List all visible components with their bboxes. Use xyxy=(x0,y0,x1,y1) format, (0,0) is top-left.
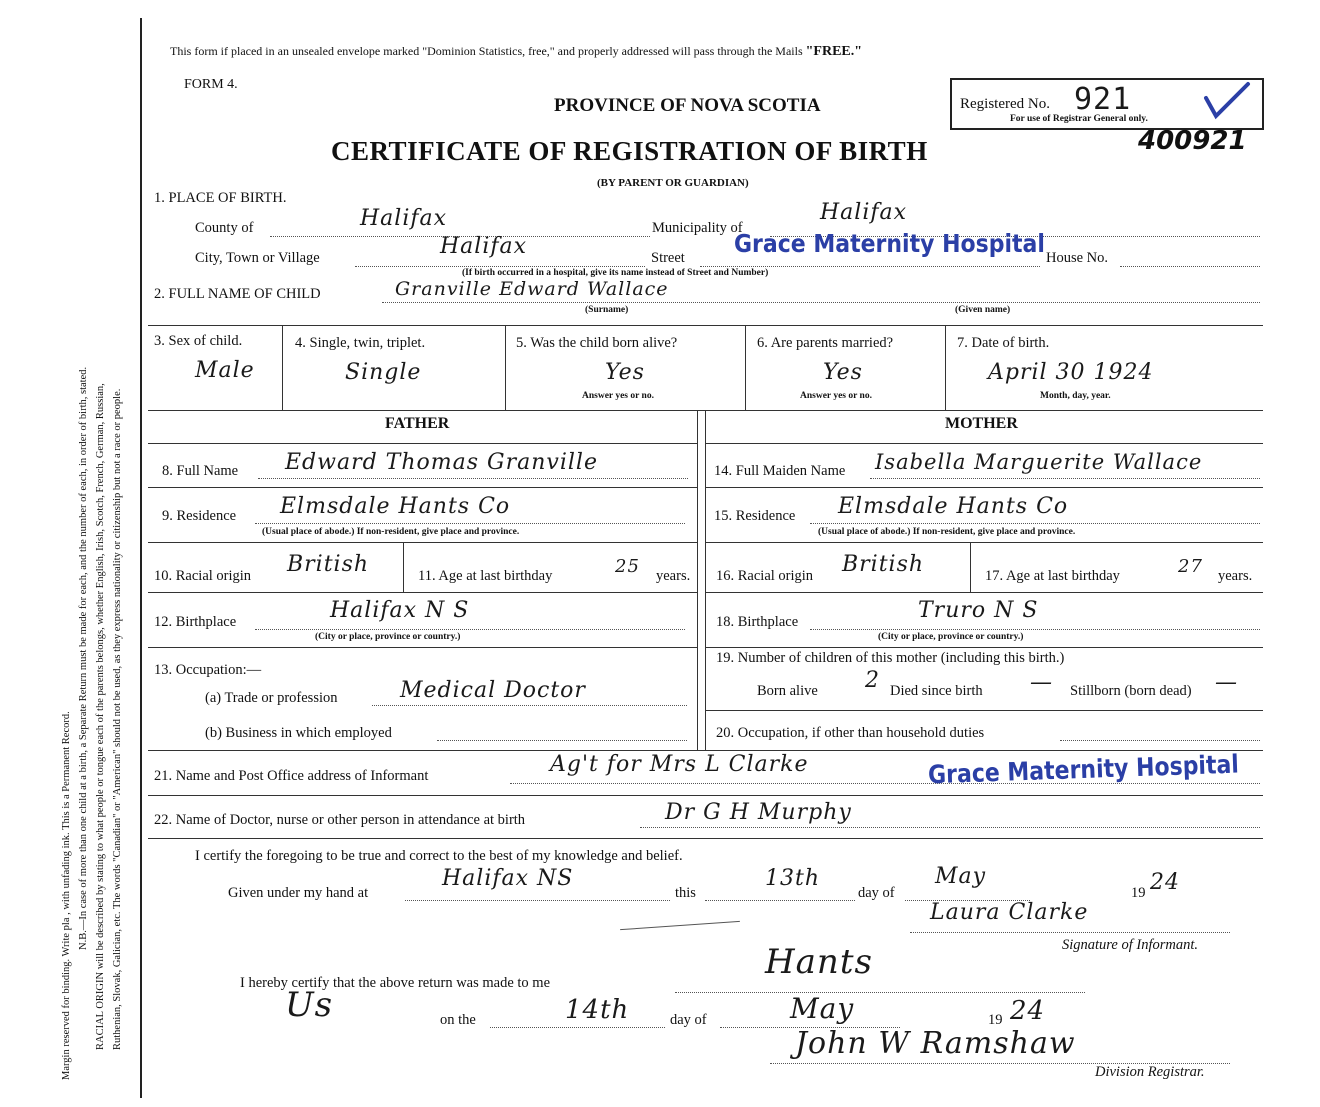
hospital-note: (If birth occurred in a hospital, give its name instead of Street and Number) xyxy=(462,268,769,278)
father-residence-note: (Usual place of abode.) If non-resident, give place and province. xyxy=(262,527,520,537)
mother-racial-value: British xyxy=(842,552,925,577)
registrar-signature: John W Ramshaw xyxy=(795,1026,1076,1061)
born-alive-count-label: Born alive xyxy=(757,683,818,699)
dob-label: 7. Date of birth. xyxy=(957,335,1050,351)
informant-signature-label: Signature of Informant. xyxy=(1062,937,1199,953)
registered-label: Registered No. xyxy=(960,96,1050,112)
mother-birthplace-label: 18. Birthplace xyxy=(716,614,799,630)
born-alive-value: Yes xyxy=(605,360,645,385)
check-mark-icon xyxy=(1202,80,1252,124)
street-label: Street xyxy=(651,250,685,266)
father-name-label: 8. Full Name xyxy=(162,463,239,479)
registrar-on-the: on the xyxy=(440,1012,476,1028)
business-label: (b) Business in which employed xyxy=(205,725,392,741)
sex-label: 3. Sex of child. xyxy=(154,333,243,349)
certify-month: May xyxy=(935,864,987,889)
province-heading: PROVINCE OF NOVA SCOTIA xyxy=(554,95,821,116)
mother-birthplace-note: (City or place, province or country.) xyxy=(878,632,1024,642)
died-label: Died since birth xyxy=(890,683,983,699)
margin-line-1: Margin reserved for binding. Write pla , with unfading ink. This is a Permanent Record. xyxy=(61,711,72,1080)
certify-line: I certify the foregoing to be true and correct to the best of my knowledge and belief. xyxy=(195,848,683,864)
row3-top-rule xyxy=(148,325,1263,326)
county-label: County of xyxy=(195,220,254,236)
mother-name-label: 14. Full Maiden Name xyxy=(714,463,846,479)
mother-heading: MOTHER xyxy=(945,415,1018,432)
married-note: Answer yes or no. xyxy=(800,391,872,401)
city-label: City, Town or Village xyxy=(195,250,320,266)
county-value: Halifax xyxy=(360,206,448,231)
certify-year: 24 xyxy=(1150,870,1180,895)
mother-racial-label: 16. Racial origin xyxy=(716,568,814,584)
child-name-value: Granville Edward Wallace xyxy=(395,278,669,300)
this-label: this xyxy=(675,885,696,901)
mother-birthplace-value: Truro N S xyxy=(918,598,1039,623)
born-alive-label: 5. Was the child born alive? xyxy=(516,335,678,351)
registrar-year-prefix: 19 xyxy=(988,1012,1003,1028)
mother-residence-value: Elmsdale Hants Co xyxy=(838,494,1069,519)
mother-occupation-label: 20. Occupation, if other than household duties xyxy=(716,725,985,741)
form-number: FORM 4. xyxy=(184,77,238,92)
registrar-day-of: day of xyxy=(670,1012,707,1028)
died-value: — xyxy=(1030,670,1053,695)
certify-day-of: day of xyxy=(858,885,895,901)
doctor-value: Dr G H Murphy xyxy=(665,800,852,825)
given-label: Given under my hand at xyxy=(228,885,369,901)
place-of-birth-label: 1. PLACE OF BIRTH. xyxy=(154,190,287,206)
registrar-signature-label: Division Registrar. xyxy=(1095,1064,1205,1080)
father-residence-value: Elmsdale Hants Co xyxy=(280,494,511,519)
municipality-label: Municipality of xyxy=(652,220,743,236)
child-name-label: 2. FULL NAME OF CHILD xyxy=(154,286,321,302)
born-alive-count-value: 2 xyxy=(865,668,880,693)
married-value: Yes xyxy=(823,360,863,385)
mother-residence-label: 15. Residence xyxy=(714,508,796,524)
certify-day: 13th xyxy=(765,866,821,891)
mother-age-unit: years. xyxy=(1218,568,1253,584)
city-value: Halifax xyxy=(440,234,528,259)
father-birthplace-note: (City or place, province or country.) xyxy=(315,632,461,642)
mother-age-label: 17. Age at last birthday xyxy=(985,568,1120,584)
house-label: House No. xyxy=(1046,250,1109,266)
father-age-value: 25 xyxy=(615,556,640,577)
mother-residence-note: (Usual place of abode.) If non-resident, give place and province. xyxy=(818,527,1076,537)
mail-note: This form if placed in an unsealed envelope marked "Dominion Statistics, free," and properly addressed will pass through the Mails "FREE." xyxy=(170,44,863,59)
registered-number: 921 xyxy=(1074,82,1132,117)
doctor-label: 22. Name of Doctor, nurse or other person in attendance at birth xyxy=(154,812,526,828)
page-title: CERTIFICATE OF REGISTRATION OF BIRTH xyxy=(331,136,928,166)
margin-line-3: RACIAL ORIGIN will be described by stating to what people or tongue each of the parents belongs, whether English, Irish, Scotch, French, German, Russian, xyxy=(95,383,106,1050)
informant-value: Ag't for Mrs L Clarke xyxy=(550,752,809,777)
given-name-note: (Given name) xyxy=(955,305,1011,315)
column-divider xyxy=(697,410,698,750)
sex-value: Male xyxy=(195,358,255,383)
page-subtitle: (BY PARENT OR GUARDIAN) xyxy=(597,177,749,189)
registrar-place: Hants xyxy=(765,942,873,982)
trade-label: (a) Trade or profession xyxy=(205,690,338,706)
mother-age-value: 27 xyxy=(1178,556,1203,577)
registrar-line: I hereby certify that the above return was made to me xyxy=(240,975,551,991)
registrar-sub: Us xyxy=(285,985,334,1025)
informant-stamp: Grace Maternity Hospital xyxy=(927,750,1240,791)
stillborn-value: — xyxy=(1215,670,1238,695)
informant-signature: Laura Clarke xyxy=(930,900,1089,925)
stillborn-label: Stillborn (born dead) xyxy=(1070,683,1192,699)
father-heading: FATHER xyxy=(385,415,450,432)
married-label: 6. Are parents married? xyxy=(757,335,894,351)
dob-value: April 30 1924 xyxy=(988,360,1154,385)
born-alive-note: Answer yes or no. xyxy=(582,391,654,401)
father-age-label: 11. Age at last birthday xyxy=(418,568,553,584)
father-birthplace-label: 12. Birthplace xyxy=(154,614,237,630)
registered-box xyxy=(950,78,1264,130)
father-racial-label: 10. Racial origin xyxy=(154,568,252,584)
father-residence-label: 9. Residence xyxy=(162,508,237,524)
mother-name-value: Isabella Marguerite Wallace xyxy=(875,450,1203,474)
informant-label: 21. Name and Post Office address of Informant xyxy=(154,768,429,784)
father-name-value: Edward Thomas Granville xyxy=(285,450,598,475)
registrar-month: May xyxy=(790,992,855,1025)
registrar-day: 14th xyxy=(565,995,630,1025)
margin-rule xyxy=(140,18,142,1098)
margin-line-2: N.B.—In case of more than one child at a birth, a Separate Return must be made for each, and the number of each, in order of birth, stated. xyxy=(78,366,89,950)
margin-line-4: Ruthenian, Slovak, Galician, etc. The words "Canadian" or "American" should not be used, as they express nationality or citizenship but not a race or people. xyxy=(112,388,123,1050)
given-place: Halifax NS xyxy=(442,866,574,891)
margin-notes xyxy=(58,367,126,1080)
single-label: 4. Single, twin, triplet. xyxy=(295,335,426,351)
municipality-value: Halifax xyxy=(820,200,908,225)
father-racial-value: British xyxy=(287,552,370,577)
hospital-stamp: Grace Maternity Hospital xyxy=(734,230,1045,259)
certify-year-prefix: 19 xyxy=(1131,885,1146,901)
surname-note: (Surname) xyxy=(585,305,629,315)
father-birthplace-value: Halifax N S xyxy=(330,598,470,623)
trade-value: Medical Doctor xyxy=(400,678,586,703)
occupation-label: 13. Occupation:— xyxy=(154,662,262,678)
dob-note: Month, day, year. xyxy=(1040,391,1111,401)
registrar-year: 24 xyxy=(1010,996,1046,1026)
single-value: Single xyxy=(345,360,422,385)
children-count-label: 19. Number of children of this mother (including this birth.) xyxy=(716,650,1065,666)
father-age-unit: years. xyxy=(656,568,691,584)
certificate-number: 400921 xyxy=(1138,126,1247,156)
registrar-note: For use of Registrar General only. xyxy=(1010,114,1148,124)
